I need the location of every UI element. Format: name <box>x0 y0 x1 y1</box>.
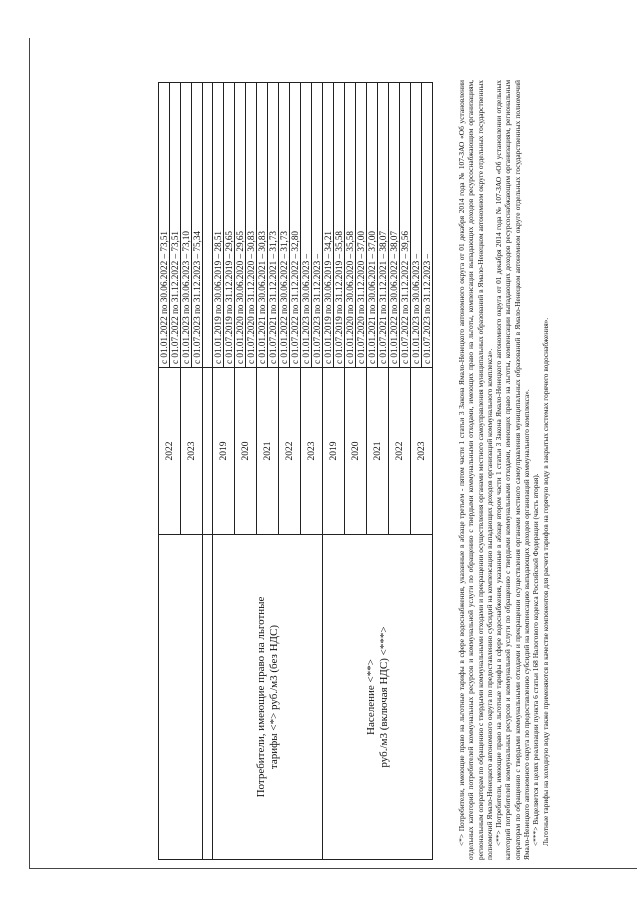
footnote-4: Льготные тарифы на холодную воду также применяются в качестве компонентов для расчета тарифов на горячую воду в закрытых системах горячего водоснабжения». <box>540 317 550 846</box>
year-cell: 2020 <box>235 368 257 535</box>
period-cell: с 01.01.2023 по 30.06.2023 – <box>301 83 312 368</box>
period-cell: с 01.07.2022 по 31.12.2022 – 32,80 <box>290 83 301 368</box>
footnotes <box>457 80 550 860</box>
period-cell: с 01.07.2023 по 31.12.2023 – <box>312 83 323 368</box>
year-cell: 2023 <box>301 368 323 535</box>
year-cell: 2021 <box>367 368 389 535</box>
period-cell: с 01.01.2020 по 30.06.2020 – 29,65 <box>235 83 246 368</box>
footnote-3: <***> Выделяется в целях реализации пункта 6 статьи 168 Налогового кодекса Российской Федерации (часть вторая). <box>531 473 541 846</box>
year-cell: 2022 <box>159 368 181 535</box>
category-lgot-line2: тарифы <*> руб./м3 (без НДС) <box>267 624 280 770</box>
category-nas-cell <box>323 535 433 860</box>
period-cell: с 01.01.2021 по 30.06.2021 – 37,00 <box>367 83 378 368</box>
year-cell: 2022 <box>389 368 411 535</box>
tariff-table <box>158 82 433 860</box>
year-cell: 2019 <box>323 368 345 535</box>
period-cell: с 01.07.2023 по 31.12.2023 – 75,34 <box>192 83 203 368</box>
category-lgot-cell <box>213 535 323 860</box>
period-cell: с 01.07.2021 по 31.12.2021 – 31,73 <box>268 83 279 368</box>
period-cell: с 01.01.2021 по 30.06.2021 – 30,83 <box>257 83 268 368</box>
footnote-1: <*> Потребители, имеющие право на льготные тарифы в сфере водоснабжения, указанные в абзаце третьем - пятом части 1 статьи 3 Закона Ямало-Ненецкого автономного округа от 01 декабря 2014 года № 107-ЗАО «Об установлении отдельных категорий потребителей коммунальных ресурсов и коммунальной услуги по обращению с твердыми коммунальными отходами, имеющих право на льготы, компенсации выпадающих доходов ресурсоснабжающим организациям, региональным операторам по обращению с твердыми коммунальными отходами и прекращении осуществления органами местного самоуправления муниципальных образований в Ямало-Ненецком автономном округе отдельных государственных полномочий Ямало-Ненецкого автономного округа по предоставлению субсидий на компенсацию выпадающих доходов организаций коммунального комплекса». <box>457 80 494 860</box>
period-cell: с 01.07.2023 по 31.12.2023 – <box>422 83 433 368</box>
page-border-left <box>29 38 30 868</box>
period-cell: с 01.01.2022 по 30.06.2022 – 73,51 <box>159 83 170 368</box>
period-cell: с 01.01.2023 по 30.06.2023 – 73,10 <box>181 83 192 368</box>
category-nas-line1: Население <**> <box>364 659 377 735</box>
rotated-content <box>50 0 635 860</box>
year-cell: 2022 <box>279 368 301 535</box>
period-cell: с 01.07.2021 по 31.12.2021 – 38,07 <box>378 83 389 368</box>
period-cell: с 01.07.2020 по 31.12.2020 – 30,83 <box>246 83 257 368</box>
period-cell: с 01.01.2020 по 30.06.2020 – 35,58 <box>345 83 356 368</box>
category-lgot-line1: Потребители, имеющие право на льготные <box>254 596 267 798</box>
year-cell: 2023 <box>411 368 433 535</box>
year-cell: 2021 <box>257 368 279 535</box>
footnote-2: <**> Потребители, имеющие право на льготные тарифы в сфере водоснабжения, указанные в абзаце втором части 1 статьи 3 Закона Ямало-Ненецкого автономного округа от 01 декабря 2014 года № 107-ЗАО «Об установлении отдельных категорий потребителей коммунальных ресурсов и коммунальной услуги по обращению с твердыми коммунальными отходами, имеющих право на льготы, компенсации выпадающих доходов ресурсоснабжающим организациям, региональным операторам по обращению с твердыми коммунальными отходами и прекращении осуществления органами местного самоуправления муниципальных образований в Ямало-Ненецком автономном округе отдельных государственных полномочий Ямало-Ненецкого автономного округа по предоставлению субсидий на компенсацию выпадающих доходов организаций коммунального комплекса». <box>494 80 532 860</box>
table-spacer-row <box>203 83 213 860</box>
period-cell: с 01.01.2019 по 30.06.2019 – 28,51 <box>213 83 224 368</box>
year-cell: 2019 <box>213 368 235 535</box>
period-cell: с 01.07.2022 по 31.12.2022 – 73,51 <box>170 83 181 368</box>
year-cell: 2020 <box>345 368 367 535</box>
category-nas-line2: руб./м3 (включая НДС) <***> <box>377 626 390 768</box>
period-cell: с 01.07.2022 по 31.12.2022 – 39,56 <box>400 83 411 368</box>
period-cell: с 01.01.2019 по 30.06.2019 – 34,21 <box>323 83 334 368</box>
table-row <box>323 83 334 860</box>
period-cell: с 01.07.2020 по 31.12.2020 – 37,00 <box>356 83 367 368</box>
period-cell: с 01.01.2023 по 30.06.2023 – <box>411 83 422 368</box>
table-row <box>159 83 170 860</box>
year-cell: 2023 <box>181 368 203 535</box>
page-border-bottom <box>29 868 637 869</box>
table-row <box>213 83 224 860</box>
period-cell: с 01.01.2022 по 30.06.2022 – 38,07 <box>389 83 400 368</box>
period-cell: с 01.07.2019 по 31.12.2019 – 29,65 <box>224 83 235 368</box>
period-cell: с 01.07.2019 по 31.12.2019 – 35,58 <box>334 83 345 368</box>
top-category-cell <box>159 535 203 860</box>
period-cell: с 01.01.2022 по 30.06.2022 – 31,73 <box>279 83 290 368</box>
